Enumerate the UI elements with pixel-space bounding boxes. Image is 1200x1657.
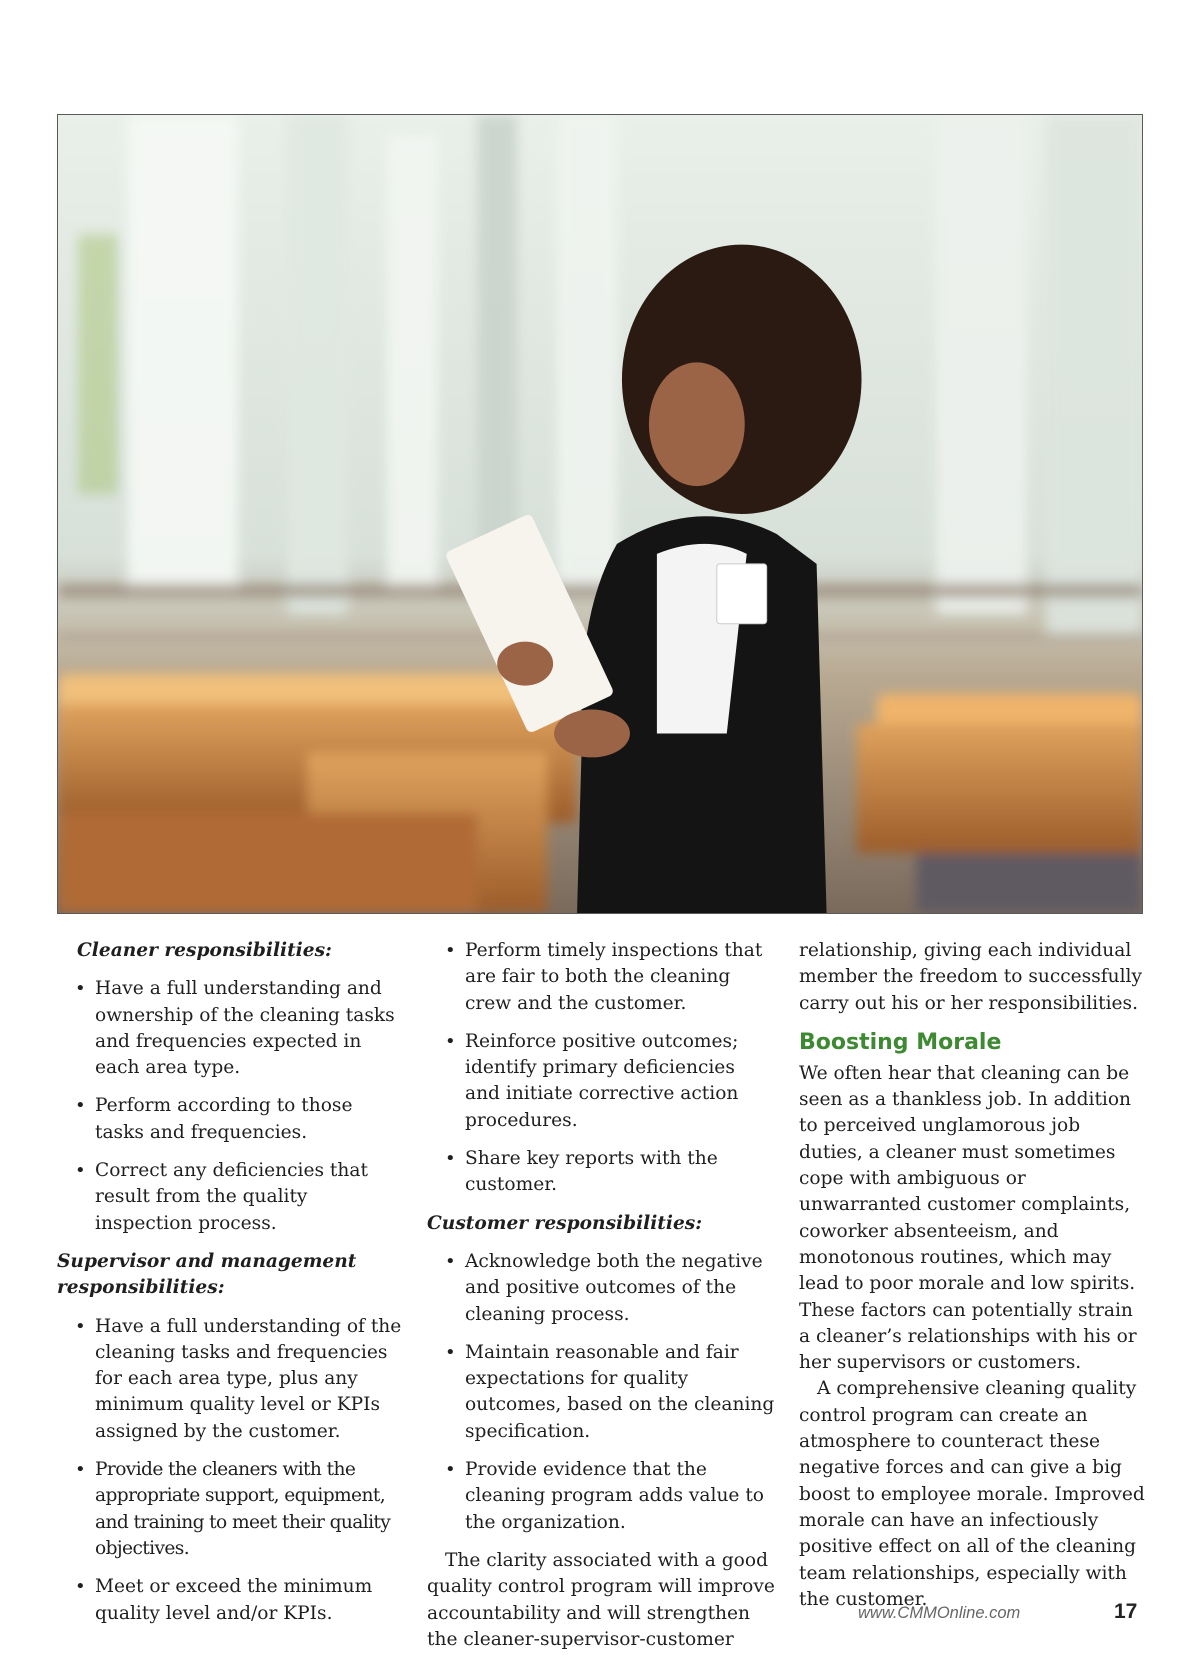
clarity-paragraph: The clarity associated with a good quality control program will improve accountability and will strengthen the cleaner-supervisor-customer — [427, 1549, 775, 1650]
list-item: • Have a full understanding of the cleaning tasks and frequencies for each area type, plus any minimum quality level or KPIs assigned by the customer. — [57, 1314, 402, 1445]
list-item: • Meet or exceed the minimum quality level and/or KPIs. — [57, 1574, 402, 1627]
column-1 — [57, 938, 402, 1639]
column-2 — [427, 938, 775, 1653]
woman-with-clipboard-photo — [58, 115, 1142, 913]
list-item: • Provide evidence that the cleaning program adds value to the organization. — [427, 1457, 775, 1536]
article-photo — [57, 114, 1143, 914]
morale-paragraph-2: A comprehensive cleaning quality control program can create an atmosphere to counteract these negative forces and can give a big boost to employee morale. Improved morale can have an infectiously positive effect on all of the cleaning team relationships, especially with the customer. — [799, 1378, 1145, 1610]
supervisor-responsibilities-list — [57, 1314, 402, 1627]
list-item: • Acknowledge both the negative and positive outcomes of the cleaning process. — [427, 1249, 775, 1328]
column-3 — [799, 938, 1145, 1613]
clarity-paragraph-continued: relationship, giving each individual member the freedom to successfully carry out his or her responsibilities. — [799, 940, 1143, 1014]
page-number: 17 — [1114, 1600, 1138, 1623]
supervisor-responsibilities-heading: Supervisor and management responsibilities: — [57, 1250, 357, 1299]
list-item: • Perform according to those tasks and frequencies. — [57, 1093, 402, 1146]
morale-paragraph-1: We often hear that cleaning can be seen as a thankless job. In addition to perceived unglamorous job duties, a cleaner must sometimes cope with ambiguous or unwarranted customer complaints, coworker absenteeism, and monotonous routines, which may lead to poor morale and low spirits. These factors can potentially strain a cleaner’s relationships with his or her supervisors or customers. — [799, 1062, 1137, 1374]
list-item: • Perform timely inspections that are fair to both the cleaning crew and the customer. — [427, 938, 775, 1017]
boosting-morale-heading: Boosting Morale — [799, 1029, 1002, 1055]
list-item: • Have a full understanding and ownership of the cleaning tasks and frequencies expected in each area type. — [57, 976, 402, 1081]
list-item: • Reinforce positive outcomes; identify primary deficiencies and initiate corrective action procedures. — [427, 1029, 775, 1134]
list-item: • Provide the cleaners with the appropriate support, equipment, and training to meet their quality objectives. — [57, 1457, 402, 1562]
customer-responsibilities-heading: Customer responsibilities: — [427, 1212, 703, 1234]
cleaner-responsibilities-heading: Cleaner responsibilities: — [77, 940, 332, 961]
supervisor-responsibilities-list-continued — [427, 938, 775, 1199]
footer-url[interactable]: www.CMMOnline.com — [858, 1604, 1021, 1622]
list-item: • Correct any deficiencies that result from the quality inspection process. — [57, 1158, 402, 1237]
cleaner-responsibilities-list — [57, 976, 402, 1237]
customer-responsibilities-list — [427, 1249, 775, 1536]
list-item: • Share key reports with the customer. — [427, 1146, 775, 1199]
list-item: • Maintain reasonable and fair expectations for quality outcomes, based on the cleaning specification. — [427, 1340, 775, 1445]
